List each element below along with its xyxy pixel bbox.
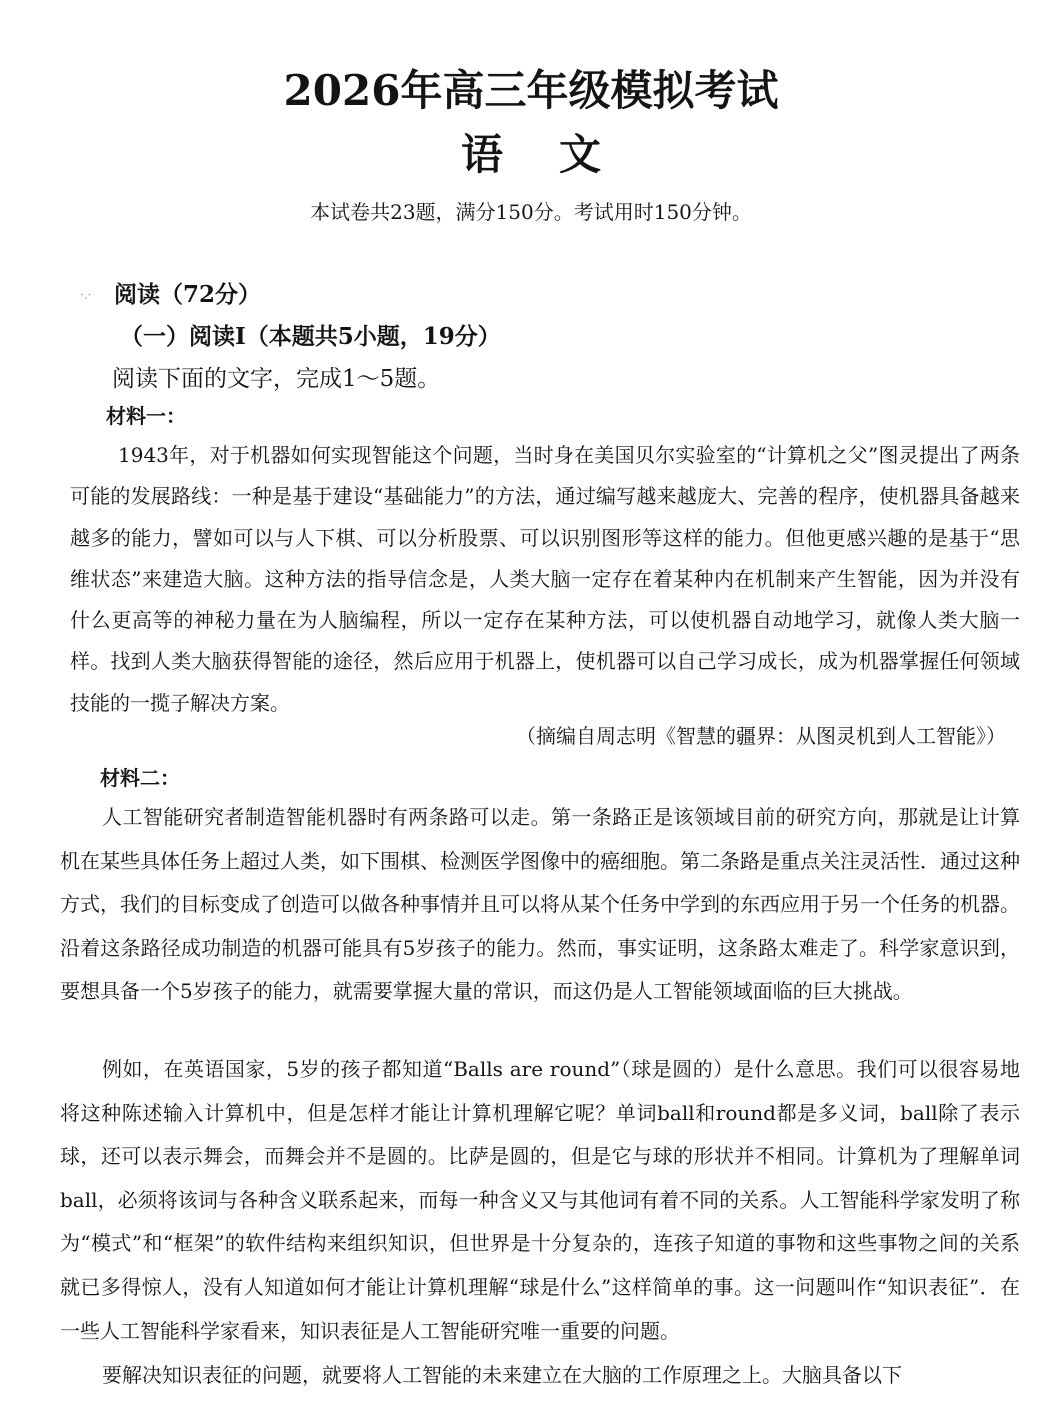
section-heading: 阅读（72分） — [114, 281, 262, 308]
subject-title: 语文 — [460, 130, 657, 179]
exam-info: 本试卷共23题，满分150分。考试用时150分钟。 — [310, 200, 752, 224]
material-one-source: （摘编自周志明《智慧的疆界：从图灵机到人工智能》） — [516, 724, 1006, 748]
material-one-label: 材料一： — [106, 404, 186, 428]
material-one-paragraph: 1943年，对于机器如何实现智能这个问题，当时身在美国贝尔实验室的“计算机之父”图灵提出了两条可能的发展路线：一种是基于建设“基础能力”的方法，通过编写越来越庞大、完善的程序，使机器具备越来越多的能力，譬如可以与人下棋、可以分析股票、可以识别图形等这样的能力。但他更感兴趣的是基于“思维状态”来建造大脑。这种方法的指导信念是，人类大脑一定存在着某种内在机制来产生智能，因为并没有什么更高等的神秘力量在为人脑编程，所以一定存在某种方法，可以使机器自动地学习，就像人类大脑一样。找到人类大脑获得智能的途径，然后应用于机器上，使机器可以自己学习成长，成为机器掌握任何领域技能的一揽子解决方案。 — [70, 443, 1020, 715]
material-two-label: 材料二： — [100, 766, 180, 790]
section-subheading: （一）阅读I（本题共5小题，19分） — [120, 323, 501, 350]
exam-title: 2026年高三年级模拟考试 — [283, 66, 779, 115]
scan-mark-decoration: ·.· — [80, 288, 92, 302]
material-two-paragraph-1: 人工智能研究者制造智能机器时有两条路可以走。第一条路正是该领域目前的研究方向，那就是让计算机在某些具体任务上超过人类，如下围棋、检测医学图像中的癌细胞。第二条路是重点关注灵活性．通过这种方式，我们的目标变成了创造可以做各种事情并且可以将从某个任务中学到的东西应用于另一个任务的机器。沿着这条路径成功制造的机器可能具有5岁孩子的能力。然而，事实证明，这条路太难走了。科学家意识到，要想具备一个5岁孩子的能力，就需要掌握大量的常识，而这仍是人工智能领域面临的巨大挑战。 — [60, 805, 1020, 1003]
reading-instruction: 阅读下面的文字，完成1～5题。 — [112, 366, 441, 392]
material-two-paragraph-2: 例如，在英语国家，5岁的孩子都知道“Balls are round”（球是圆的）是什么意思。我们可以很容易地将这种陈述输入计算机中，但是怎样才能让计算机理解它呢？单词ball和round都是多义词，ball除了表示球，还可以表示舞会，而舞会并不是圆的。比萨是圆的，但是它与球的形状并不相同。计算机为了理解单词ball，必须将该词与各种含义联系起来，而每一种含义又与其他词有着不同的关系。人工智能科学家发明了称为“模式”和“框架”的软件结构来组织知识，但世界是十分复杂的，连孩子知道的事物和这些事物之间的关系就已多得惊人，没有人知道如何才能让计算机理解“球是什么”这样简单的事。这一问题叫作“知识表征”．在一些人工智能科学家看来，知识表征是人工智能研究唯一重要的问题。 — [60, 1057, 1020, 1343]
material-two-paragraph-3: 要解决知识表征的问题，就要将人工智能的未来建立在大脑的工作原理之上。大脑具备以下 — [102, 1363, 902, 1387]
